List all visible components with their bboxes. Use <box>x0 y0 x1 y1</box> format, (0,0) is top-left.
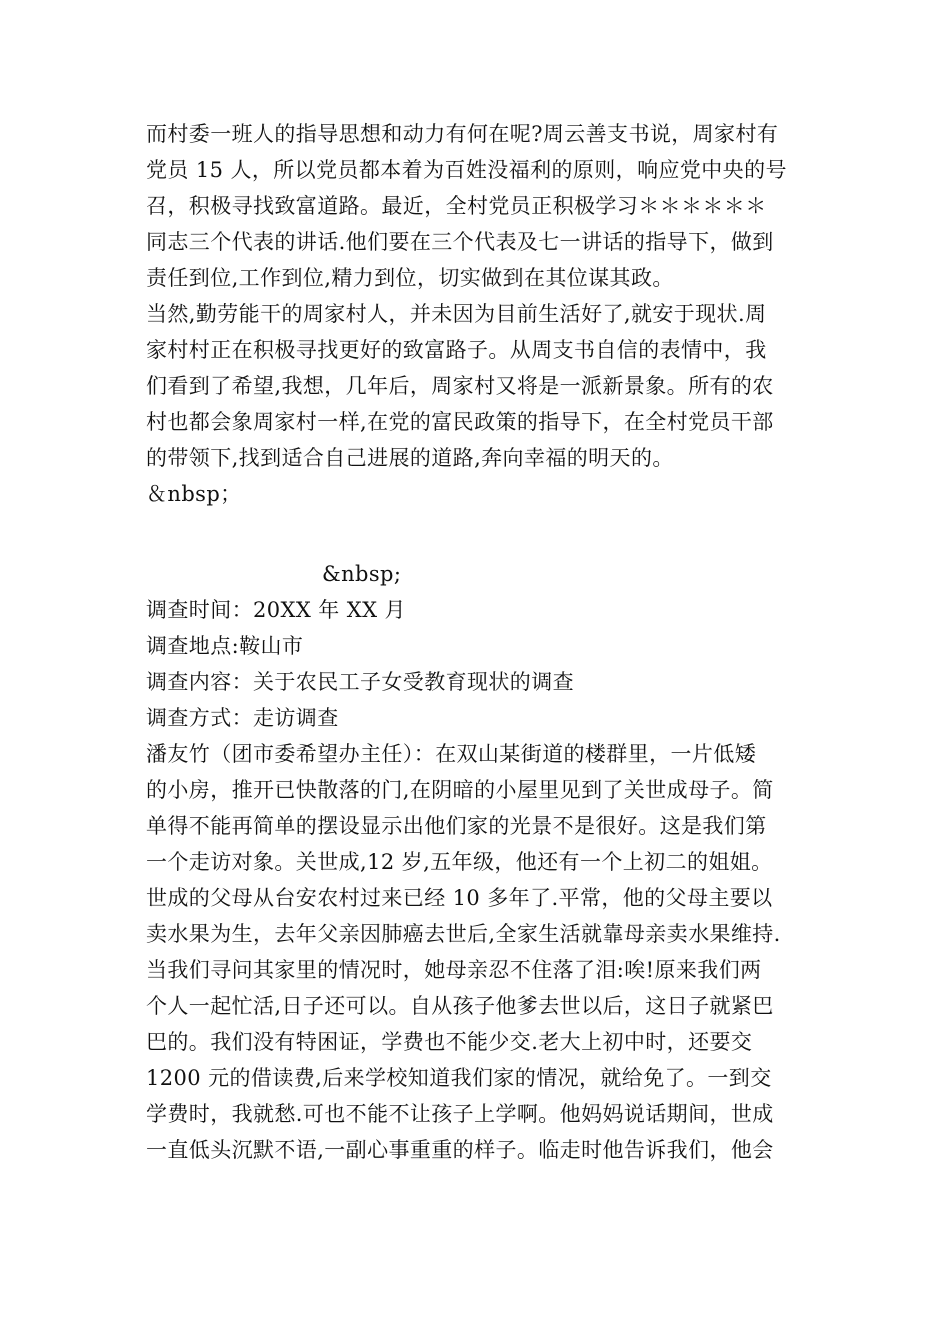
text-line: 一直低头沉默不语,一副心事重重的样子。临走时他告诉我们，他会 <box>146 1138 774 1162</box>
text-line: 的带领下,找到适合自己进展的道路,奔向幸福的明天的。 <box>146 446 674 470</box>
text-line: 学费时，我就愁.可也不能不让孩子上学啊。他妈妈说话期间，世成 <box>146 1102 774 1126</box>
text-line: 们看到了希望,我想，几年后，周家村又将是一派新景象。所有的农 <box>146 374 774 398</box>
text-line: 而村委一班人的指导思想和动力有何在呢?周云善支书说，周家村有 <box>146 122 779 146</box>
text-line: &nbsp; <box>322 562 402 586</box>
text-line: 调查内容：关于农民工子女受教育现状的调查 <box>146 670 574 694</box>
text-line: 村也都会象周家村一样,在党的富民政策的指导下，在全村党员干部 <box>146 410 774 434</box>
text-line: 党员 15 人，所以党员都本着为百姓没福利的原则，响应党中央的号 <box>146 158 787 182</box>
text-line: 1200 元的借读费,后来学校知道我们家的情况，就给免了。一到交 <box>146 1066 772 1090</box>
text-line: ＆nbsp； <box>146 482 242 506</box>
text-line: 潘友竹（团市委希望办主任）：在双山某街道的楼群里，一片低矮 <box>146 742 757 766</box>
text-line: 调查地点:鞍山市 <box>146 634 304 658</box>
text-line: 当我们寻问其家里的情况时，她母亲忍不住落了泪:唉!原来我们两 <box>146 958 762 982</box>
text-line: 一个走访对象。关世成,12 岁,五年级，他还有一个上初二的姐姐。 <box>146 850 773 874</box>
text-line: 世成的父母从台安农村过来已经 10 多年了.平常，他的父母主要以 <box>146 886 773 910</box>
text-line: 单得不能再简单的摆设显示出他们家的光景不是很好。这是我们第 <box>146 814 767 838</box>
text-line: 家村村正在积极寻找更好的致富路子。从周支书自信的表情中，我 <box>146 338 767 362</box>
text-line: 巴的。我们没有特困证，学费也不能少交.老大上初中时，还要交 <box>146 1030 753 1054</box>
text-line: 调查时间：20XX 年 XX 月 <box>146 598 406 622</box>
text-line: 的小房，推开已快散落的门,在阴暗的小屋里见到了关世成母子。简 <box>146 778 774 802</box>
text-line: 卖水果为生，去年父亲因肺癌去世后,全家生活就靠母亲卖水果维持. <box>146 922 781 946</box>
text-line: 调查方式：走访调查 <box>146 706 339 730</box>
text-line: 责任到位,工作到位,精力到位，切实做到在其位谋其政。 <box>146 266 674 290</box>
text-line: 当然,勤劳能干的周家村人，并未因为目前生活好了,就安于现状.周 <box>146 302 767 326</box>
text-line: 个人一起忙活,日子还可以。自从孩子他爹去世以后，这日子就紧巴 <box>146 994 774 1018</box>
text-line: 同志三个代表的讲话.他们要在三个代表及七一讲话的指导下，做到 <box>146 230 774 254</box>
text-line: 召，积极寻找致富道路。最近，全村党员正积极学习＊＊＊＊＊＊ <box>146 194 767 218</box>
